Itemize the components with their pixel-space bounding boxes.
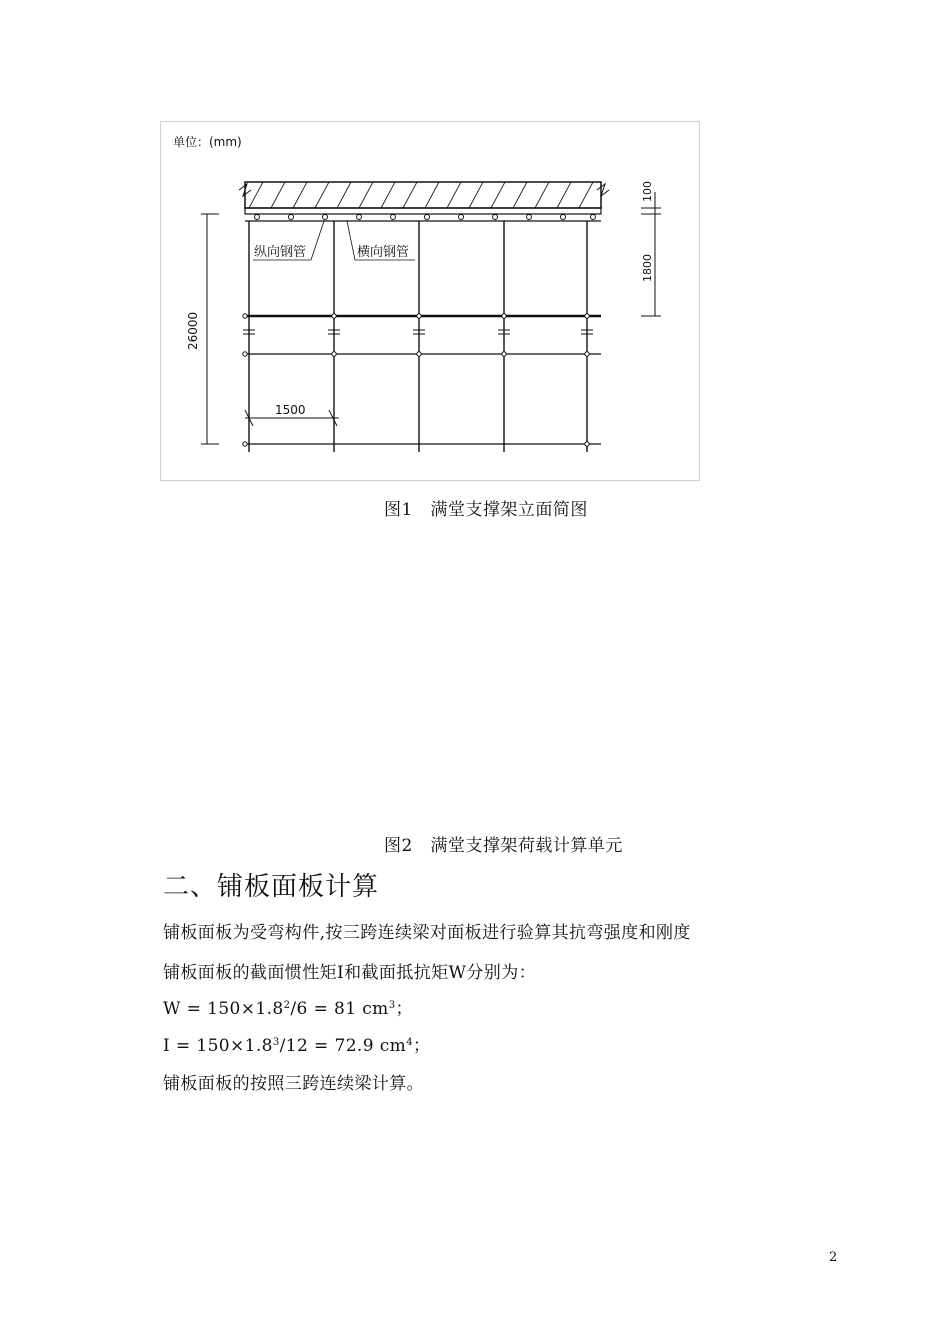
formula-i [163,1031,430,1056]
figure-1-elevation [160,121,700,481]
pole-couplers [243,330,593,334]
formula-i-base: I = 150×1.8 [163,1036,273,1056]
label-longitudinal-pipe: 纵向钢管 [254,245,307,260]
break-mark-left [239,184,251,196]
figure-1-caption: 图1 满堂支撑架立面简图 [384,500,588,520]
slab-outline [245,182,601,208]
formula-i-unit-exponent: 4 [406,1037,413,1048]
figure-2-caption: 图2 满堂支撑架荷载计算单元 [384,836,623,856]
paragraph-conclusion: 铺板面板的按照三跨连续梁计算。 [163,1074,424,1094]
formula-w-base: W = 150×1.8 [163,999,284,1019]
slab-hatching [249,182,593,208]
formula-w-end: ； [395,999,413,1019]
unit-label: 单位：(mm) [173,135,242,149]
leader-transverse [347,221,355,260]
formula-i-exponent: 3 [272,1037,280,1048]
formula-i-end: ； [412,1036,431,1056]
paragraph-section-props: 铺板面板的截面惯性矩I和截面抵抗矩W分别为： [163,963,536,983]
dim-height-total: 26000 [186,311,200,350]
formula-w [163,994,413,1019]
label-transverse-pipe: 横向钢管 [357,245,410,260]
dim-step: 1800 [641,254,654,282]
formula-w-exponent: 2 [283,1000,291,1011]
break-mark-right [597,184,609,196]
transverse-pipe-sections [255,215,596,220]
leader-longitudinal [311,221,324,260]
formwork-board [245,208,601,214]
paragraph-intro: 铺板面板为受弯构件,按三跨连续梁对面板进行验算其抗弯强度和刚度 [163,923,691,943]
formula-w-unit-exponent: 3 [388,1000,396,1011]
dim-top-board: 100 [641,181,654,202]
section-heading: 二、铺板面板计算 [163,872,380,902]
formula-w-result: /6 = 81 cm [290,999,389,1019]
page-number: 2 [829,1250,838,1265]
dim-span: 1500 [275,403,306,417]
formula-i-result: /12 = 72.9 cm [279,1036,407,1056]
elevation-drawing [161,122,701,482]
